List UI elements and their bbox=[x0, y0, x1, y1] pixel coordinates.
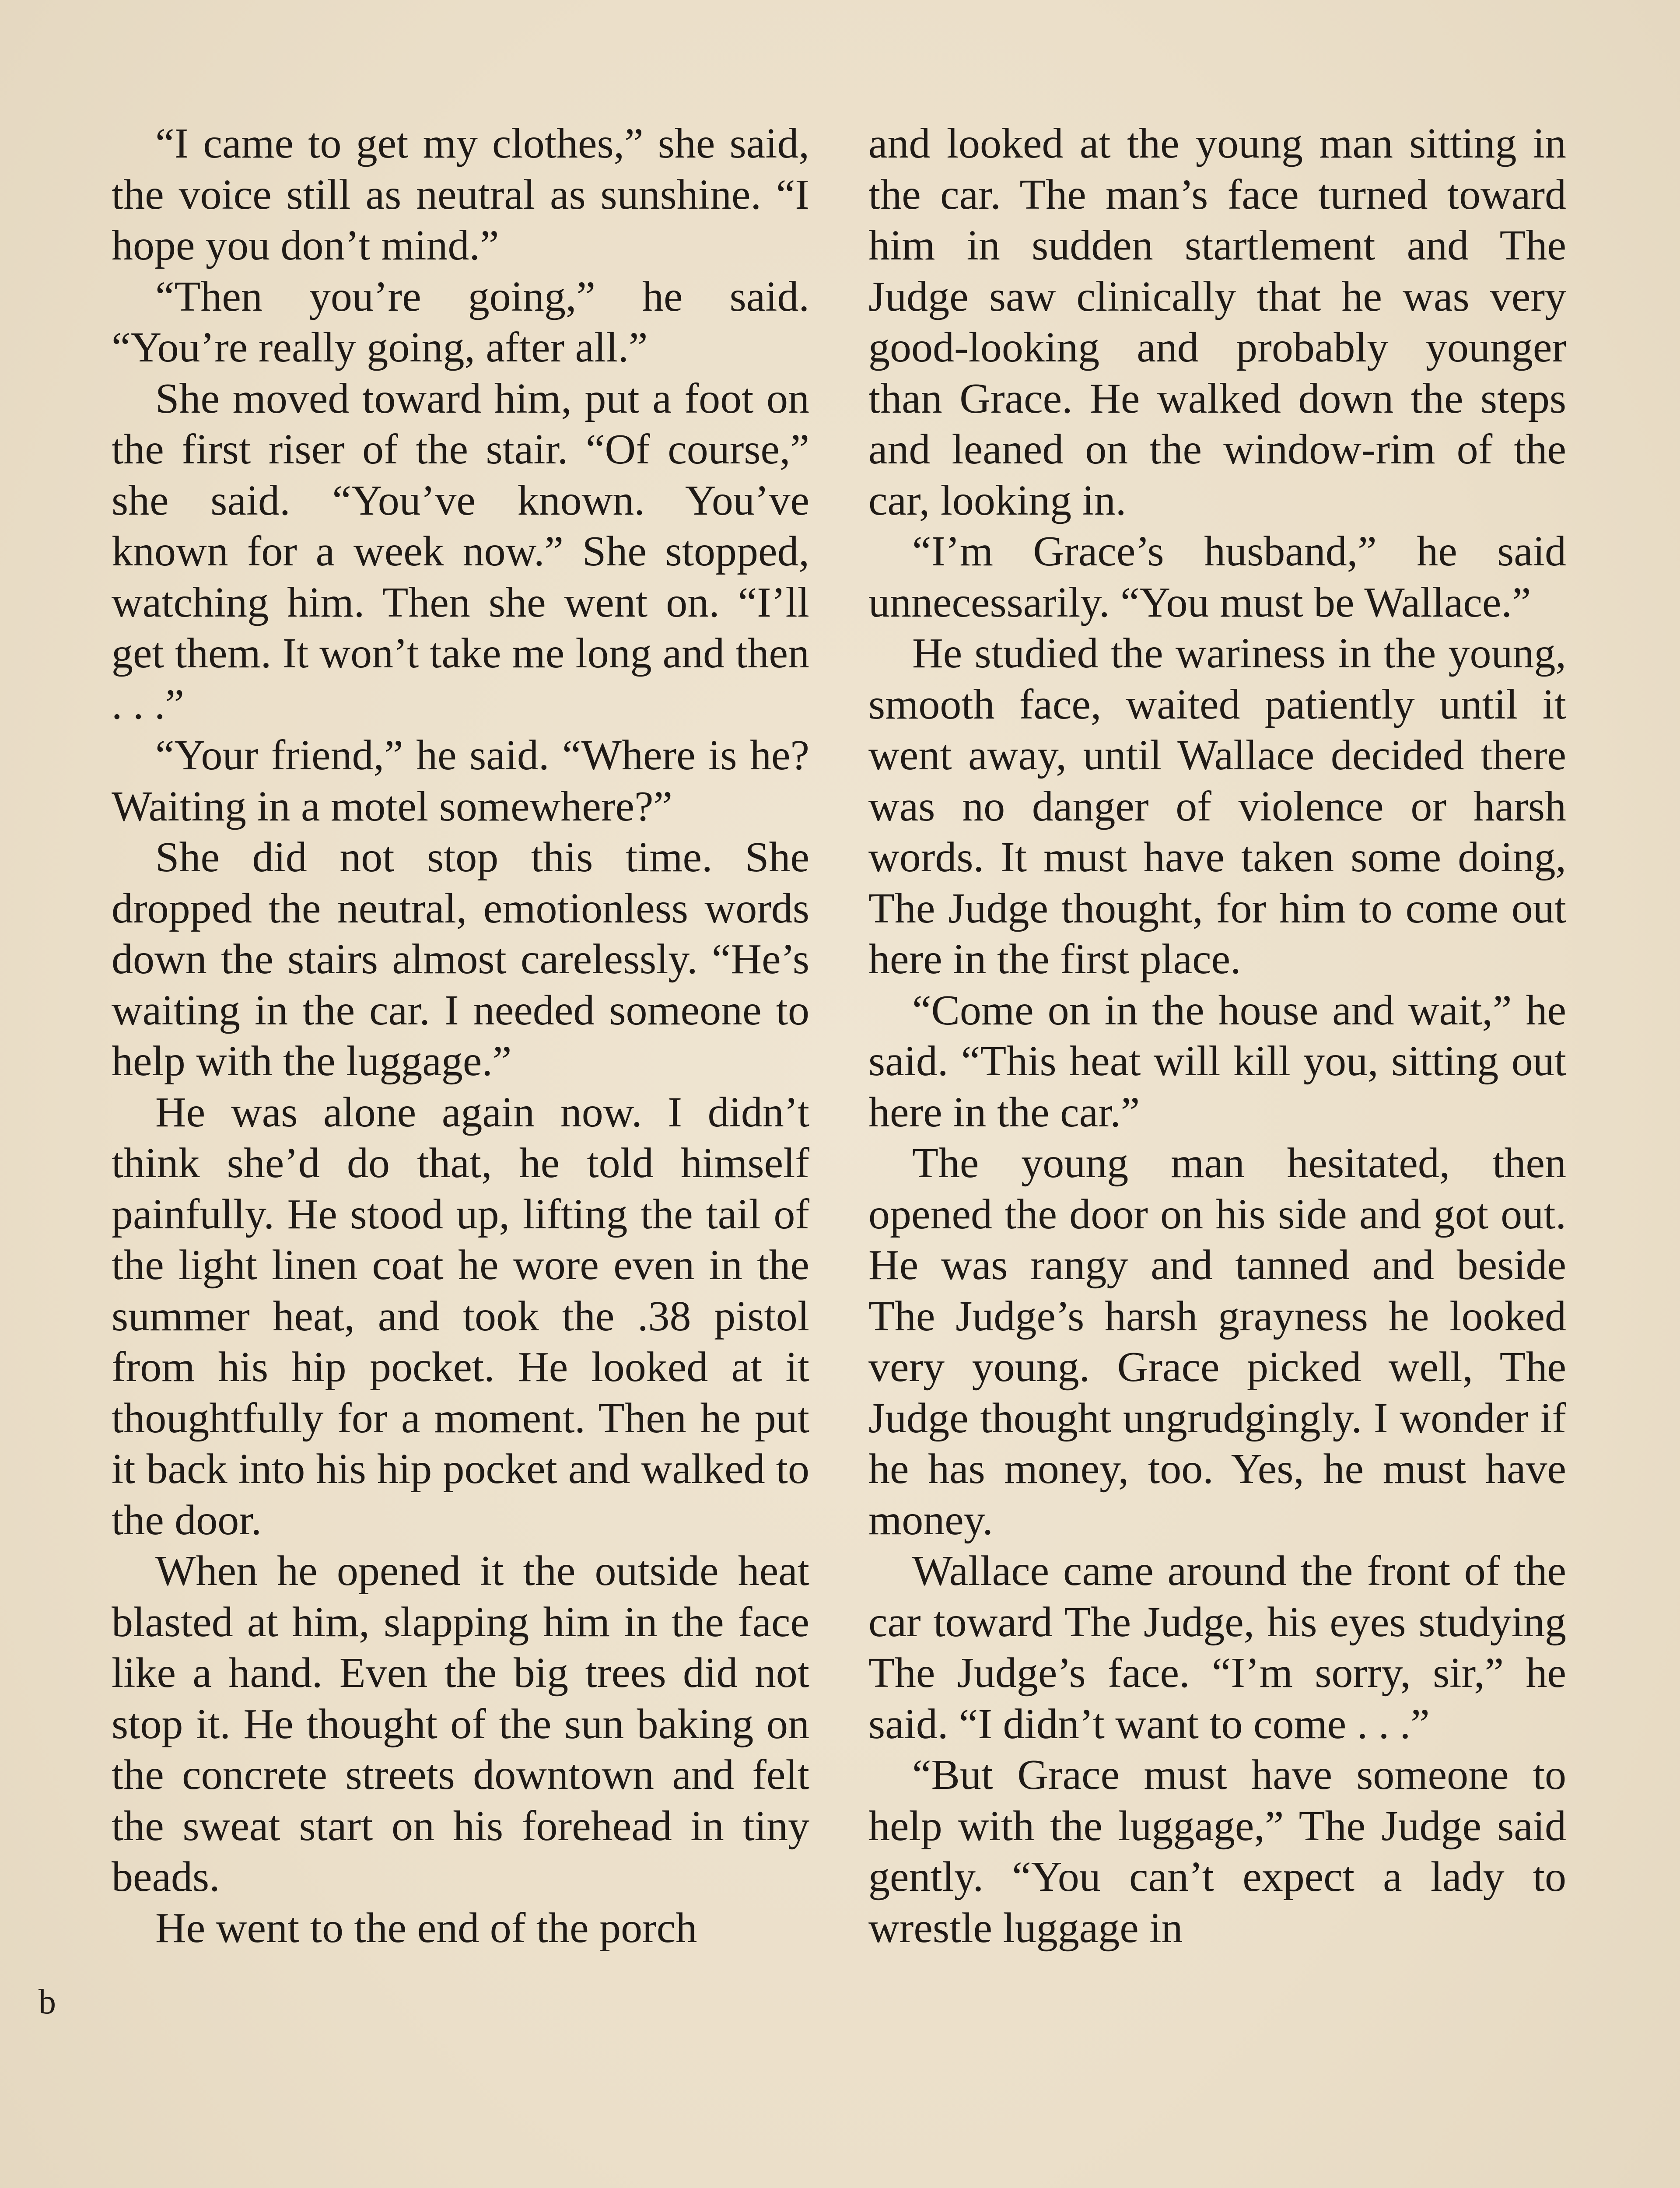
paragraph: “I’m Grace’s husband,” he said unnecessarily. “You must be Wallace.” bbox=[868, 528, 1566, 626]
paragraph: She moved toward him, put a foot on the first riser of the stair. “Of course,” she said. “You’ve known. You’ve known for a week now.” She stopped, watching him. Then she went on. “I’ll get them. It won’t take me long and then . . .” bbox=[112, 375, 809, 728]
paragraph: “I came to get my clothes,” she said, the voice still as neutral as sunshine. “I hope you don’t mind.” bbox=[112, 120, 809, 269]
paragraph: He was alone again now. I didn’t think she’d do that, he told himself painfully. He stood up, lifting the tail of the light linen coat he wore even in the summer heat, and took the .38 pistol from his hip pocket. He looked at it thoughtfully for a moment. Then he put it back into his hip pocket and walked to the door. bbox=[112, 1088, 809, 1544]
right-text-column bbox=[868, 118, 1566, 2188]
paragraph: The young man hesitated, then opened the door on his side and got out. He was rangy and tanned and beside The Judge’s harsh grayness he looked very young. Grace picked well, The Judge thought ungrudgingly. I wonder if he has money, too. Yes, he must have money. bbox=[868, 1140, 1566, 1544]
margin-mark: b bbox=[38, 1983, 56, 2021]
left-text-column bbox=[112, 118, 809, 2188]
paragraph: “Then you’re going,” he said. “You’re really going, after all.” bbox=[112, 273, 809, 371]
paragraph: Wallace came around the front of the car toward The Judge, his eyes studying The Judge’s face. “I’m sorry, sir,” he said. “I didn’t want to come . . .” bbox=[868, 1547, 1566, 1748]
paragraph: “Your friend,” he said. “Where is he? Waiting in a motel somewhere?” bbox=[112, 732, 809, 830]
paragraph: “But Grace must have someone to help with the luggage,” The Judge said gently. “You can’t expect a lady to wrestle luggage in bbox=[868, 1751, 1566, 1952]
paragraph-continuation: and looked at the young man sitting in the car. The man’s face turned toward him in sudden startlement and The Judge saw clinically that he was very good-looking and probably younger than Grace. He walked down the steps and leaned on the window-rim of the car, looking in. bbox=[868, 120, 1566, 524]
paragraph: When he opened it the outside heat blasted at him, slapping him in the face like a hand. Even the big trees did not stop it. He thought of the sun baking on the concrete streets downtown and felt the sweat start on his forehead in tiny beads. bbox=[112, 1547, 809, 1900]
paragraph: He went to the end of the porch bbox=[155, 1904, 697, 1952]
paragraph: “Come on in the house and wait,” he said. “This heat will kill you, sitting out here in the car.” bbox=[868, 986, 1566, 1136]
paragraph: He studied the wariness in the young, smooth face, waited patiently until it went away, until Wallace decided there was no danger of violence or harsh words. It must have taken some doing, The Judge thought, for him to come out here in the first place. bbox=[868, 630, 1566, 983]
paragraph: She did not stop this time. She dropped the neutral, emotionless words down the stairs almost carelessly. “He’s waiting in the car. I needed someone to help with the luggage.” bbox=[112, 834, 809, 1085]
